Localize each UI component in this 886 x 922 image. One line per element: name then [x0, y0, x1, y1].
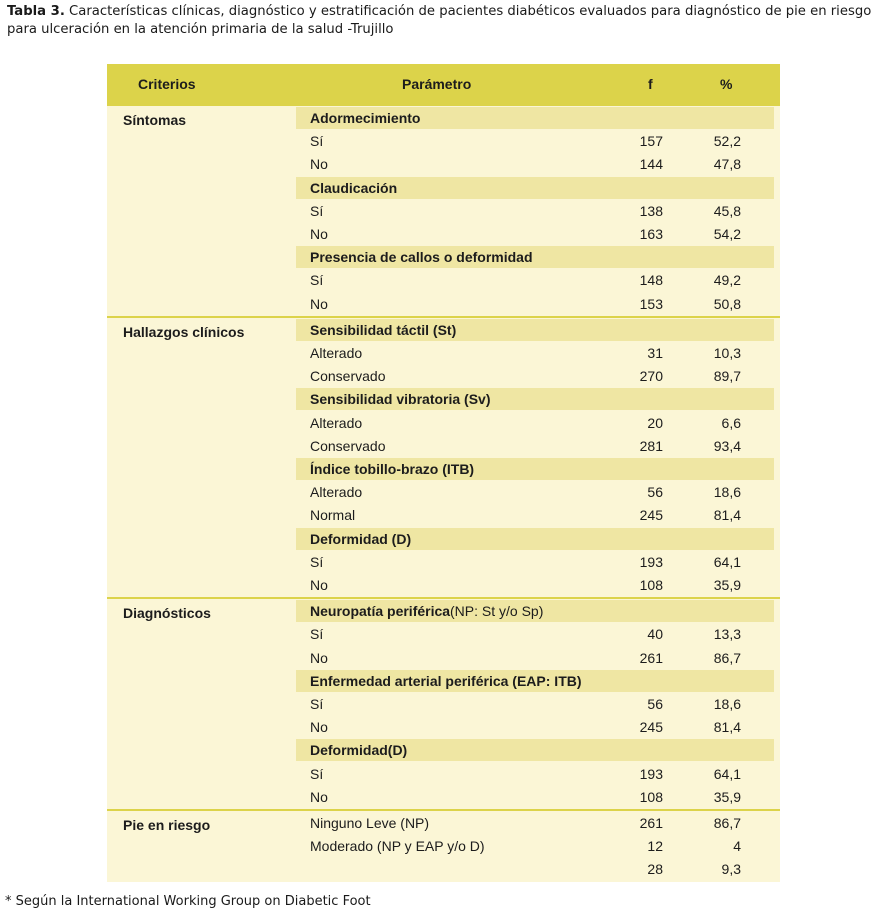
table-row [107, 835, 780, 857]
row-percent: 81,4 [713, 719, 741, 736]
row-label: Sí [310, 202, 324, 219]
parameter-title: Presencia de callos o deformidad [310, 249, 533, 266]
parameter-title: Sensibilidad vibratoria (Sv) [310, 391, 491, 408]
row-label: Sí [310, 553, 324, 570]
row-frequency: 144 [639, 156, 663, 173]
row-label: No [310, 788, 328, 805]
row-frequency: 20 [647, 414, 663, 431]
row-frequency: 261 [639, 649, 663, 666]
row-label: No [310, 649, 328, 666]
criterio-label: Diagnósticos [123, 605, 211, 622]
caption-label: Tabla 3. [7, 4, 65, 19]
row-frequency: 245 [639, 507, 663, 524]
row-frequency: 193 [639, 765, 663, 782]
row-frequency: 12 [647, 838, 663, 855]
row-frequency: 28 [647, 861, 663, 878]
row-percent: 9,3 [721, 861, 741, 878]
row-label: Sí [310, 765, 324, 782]
parameter-header [296, 319, 774, 341]
table-row [107, 786, 780, 808]
table-row [107, 693, 780, 715]
table-row [107, 481, 780, 503]
row-percent: 54,2 [713, 226, 741, 242]
row-percent: 89,7 [713, 368, 741, 385]
table-footnote: * Según la International Working Group on Diabetic Foot [5, 894, 371, 909]
row-percent: 86,7 [713, 649, 741, 666]
parameter-title: Neuropatía periférica [310, 603, 451, 620]
criterio-label: Síntomas [123, 112, 187, 128]
table-row [107, 223, 780, 245]
row-frequency: 31 [647, 345, 663, 361]
table-row [107, 130, 780, 152]
row-percent: 47,8 [713, 156, 741, 173]
parameter-title: Enfermedad arterial periférica (EAP: ITB) [310, 672, 582, 689]
row-frequency: 153 [639, 295, 663, 312]
row-frequency: 40 [647, 626, 663, 643]
row-percent: 93,4 [713, 437, 741, 454]
row-frequency: 56 [647, 484, 663, 501]
row-label: No [310, 577, 328, 593]
table-caption [7, 3, 877, 39]
row-label: Ninguno Leve (NP) [310, 815, 430, 831]
row-frequency: 261 [639, 815, 663, 831]
table-row [107, 551, 780, 573]
table-row [107, 763, 780, 785]
row-percent: 13,3 [713, 626, 741, 643]
table-row [107, 716, 780, 738]
parameter-title: Deformidad(D) [310, 742, 408, 759]
parameter-header [296, 528, 774, 550]
row-label: No [310, 226, 328, 242]
table-row [107, 574, 780, 596]
table-row [107, 365, 780, 387]
row-frequency: 163 [639, 226, 663, 242]
parameter-title: Adormecimiento [310, 110, 421, 126]
group-divider [107, 316, 780, 318]
row-percent: 18,6 [713, 484, 741, 501]
parameter-header [296, 739, 774, 761]
row-label: Moderado (NP y EAP y/o D) [310, 838, 485, 855]
parameter-header [296, 246, 774, 268]
row-label: Conservado [310, 368, 386, 385]
parameter-header [296, 458, 774, 480]
row-frequency: 108 [639, 788, 663, 805]
row-label: Sí [310, 272, 324, 289]
parameter-title: Sensibilidad táctil (St) [310, 321, 457, 338]
row-percent: 45,8 [713, 202, 741, 219]
row-frequency: 270 [639, 368, 663, 385]
data-table [107, 64, 780, 882]
table-row [107, 647, 780, 669]
row-percent: 64,1 [713, 553, 741, 570]
row-percent: 35,9 [713, 788, 741, 805]
header-parametro: Parámetro [402, 76, 472, 92]
row-label: Sí [310, 133, 324, 150]
table-row [107, 812, 780, 834]
row-frequency: 148 [639, 272, 663, 289]
row-frequency: 193 [639, 553, 663, 570]
table-row [107, 200, 780, 222]
parameter-title: Deformidad (D) [310, 530, 412, 547]
row-label: No [310, 156, 328, 173]
header-percent: % [720, 76, 733, 92]
table-row [107, 412, 780, 434]
header-criterios: Criterios [138, 76, 196, 92]
row-label: Alterado [310, 414, 363, 431]
row-percent: 4 [733, 838, 741, 855]
parameter-header [296, 670, 774, 692]
group-divider [107, 597, 780, 599]
row-percent: 52,2 [713, 133, 741, 150]
row-frequency: 108 [639, 577, 663, 593]
group-divider [107, 809, 780, 811]
parameter-title-suffix: (NP: St y/o Sp) [450, 603, 544, 620]
row-frequency: 281 [639, 437, 663, 454]
row-label: Sí [310, 696, 324, 712]
row-percent: 81,4 [713, 507, 741, 524]
parameter-title: Claudicación [310, 179, 398, 196]
row-percent: 6,6 [721, 414, 741, 431]
parameter-header [296, 388, 774, 410]
row-percent: 64,1 [713, 765, 741, 782]
table-row [107, 293, 780, 315]
row-frequency: 157 [639, 133, 663, 150]
table-row [107, 153, 780, 175]
row-percent: 35,9 [713, 577, 741, 593]
row-label: Alterado [310, 345, 363, 361]
row-label: Conservado [310, 437, 386, 454]
table-header [107, 64, 780, 106]
row-frequency: 56 [647, 696, 663, 712]
row-label: No [310, 295, 328, 312]
table-row [107, 342, 780, 364]
parameter-header [296, 107, 774, 129]
table-row [107, 623, 780, 645]
row-frequency: 138 [639, 202, 663, 219]
table-row [107, 435, 780, 457]
row-label: Sí [310, 626, 324, 643]
header-f: f [648, 76, 653, 92]
row-percent: 18,6 [713, 696, 741, 712]
table-row [107, 269, 780, 291]
row-percent: 10,3 [713, 345, 741, 361]
parameter-header [296, 600, 774, 622]
parameter-header [296, 177, 774, 199]
row-percent: 50,8 [713, 295, 741, 312]
table-row [107, 858, 780, 880]
row-label: No [310, 719, 328, 736]
row-percent: 86,7 [713, 815, 741, 831]
row-label: Normal [310, 507, 356, 524]
criterio-label: Pie en riesgo [123, 817, 211, 833]
criterio-label: Hallazgos clínicos [123, 323, 245, 340]
caption-text: Características clínicas, diagnóstico y estratificación de pacientes diabéticos evaluados para diagnóstico de pie en riesgo para ulceración en la atención primaria de la salud -Trujillo [7, 4, 872, 37]
row-percent: 49,2 [713, 272, 741, 289]
parameter-title: Índice tobillo-brazo (ITB) [310, 461, 475, 477]
table-row [107, 504, 780, 526]
row-frequency: 245 [639, 719, 663, 736]
row-label: Alterado [310, 484, 363, 501]
